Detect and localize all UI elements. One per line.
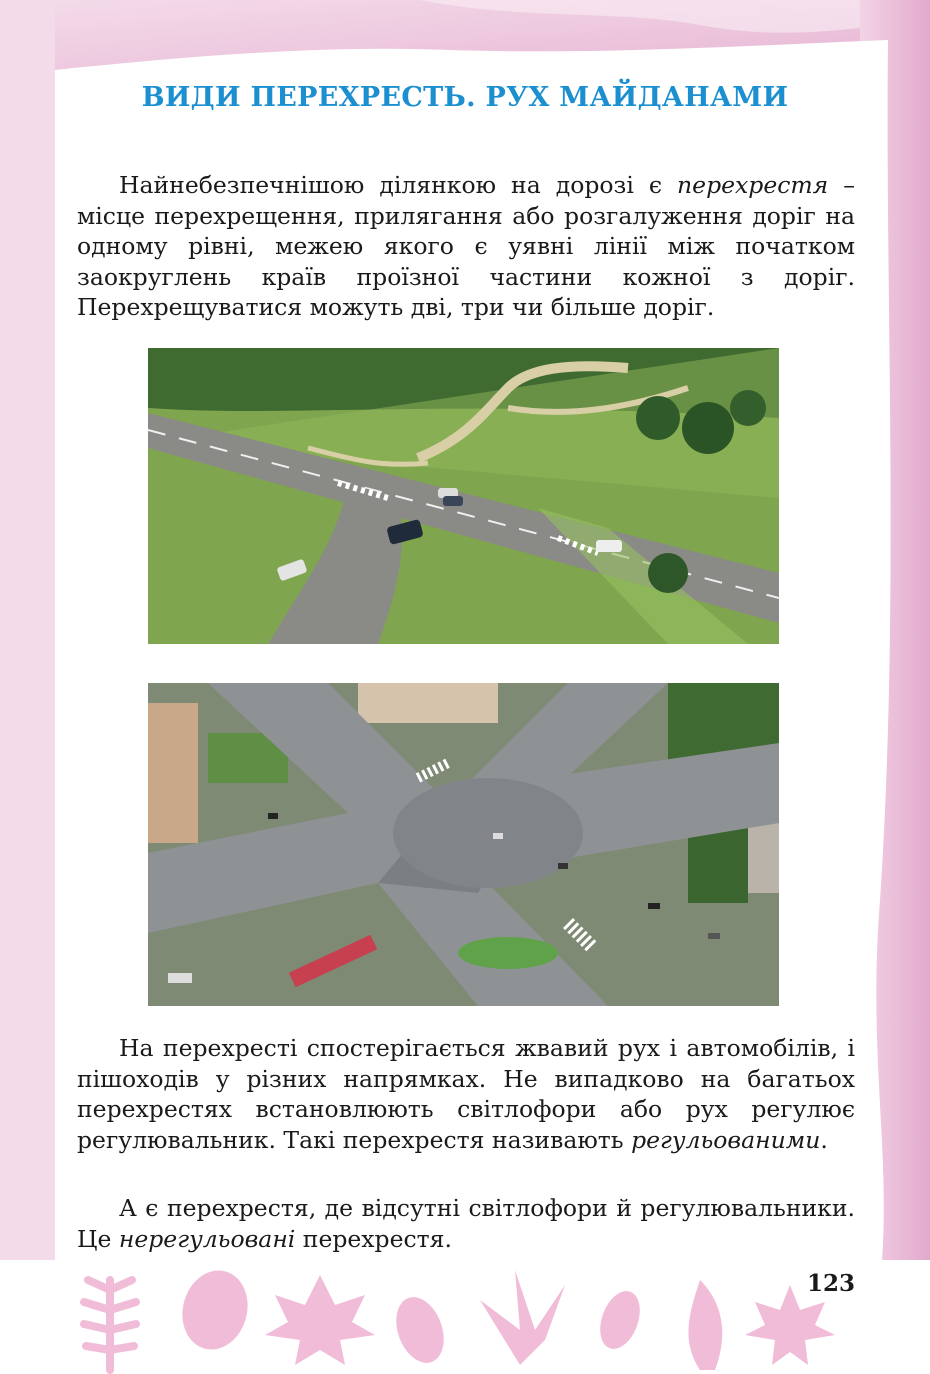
small-leaf-icon (593, 1286, 647, 1355)
leaf-decoration (0, 1260, 930, 1374)
paragraph2-part2: . (820, 1125, 828, 1154)
maple-leaf-icon (265, 1275, 375, 1365)
term-regulated: регульованими (631, 1125, 821, 1154)
maple-leaf-icon-2 (745, 1285, 835, 1365)
photo-city-intersection (148, 683, 779, 1006)
paragraph2-part1: На перехресті спостерігається жвавий рух і автомобілів, і пішоходів у різних напрямках. Не випадково на багатьох перехрестях встановлюють світлофори або рух регулює регулювальник. Такі перехрестя називають (77, 1034, 855, 1154)
paragraph-intersection-definition (77, 170, 855, 323)
rowan-leaf-icon (84, 1280, 136, 1370)
term-intersection: перехрестя (677, 171, 829, 199)
frame-left (0, 0, 55, 1374)
round-leaf-icon (174, 1263, 257, 1357)
page-number: 123 (806, 1270, 855, 1297)
page-title: ВИДИ ПЕРЕХРЕСТЬ. РУХ МАЙДАНАМИ (141, 82, 789, 113)
paragraph-unregulated-intersections (77, 1193, 855, 1254)
paragraph3-part2: перехрестя. (295, 1224, 452, 1253)
paragraph3-part1: А є перехрестя, де відсутні світлофори й регулювальники. Це (77, 1194, 855, 1253)
paragraph-regulated-intersections (77, 1033, 855, 1155)
paragraph1-part2: – місце перехрещення, прилягання або розгалуження доріг на одному рівні, межею якого є уявні лінії між початком заокруглень країв проїзної частини кожної з доріг. Перехрещуватися можуть дві, три чи більше доріг. (77, 171, 855, 321)
term-unregulated: нерегульовані (118, 1224, 296, 1253)
oak-leaf-icon (688, 1280, 722, 1370)
oval-leaf-icon (388, 1291, 453, 1370)
chestnut-leaf-icon (480, 1270, 565, 1365)
paragraph1-part1: Найнебезпечнішою ділянкою на дорозі є (119, 171, 678, 199)
photo-suburban-intersection (148, 348, 779, 644)
